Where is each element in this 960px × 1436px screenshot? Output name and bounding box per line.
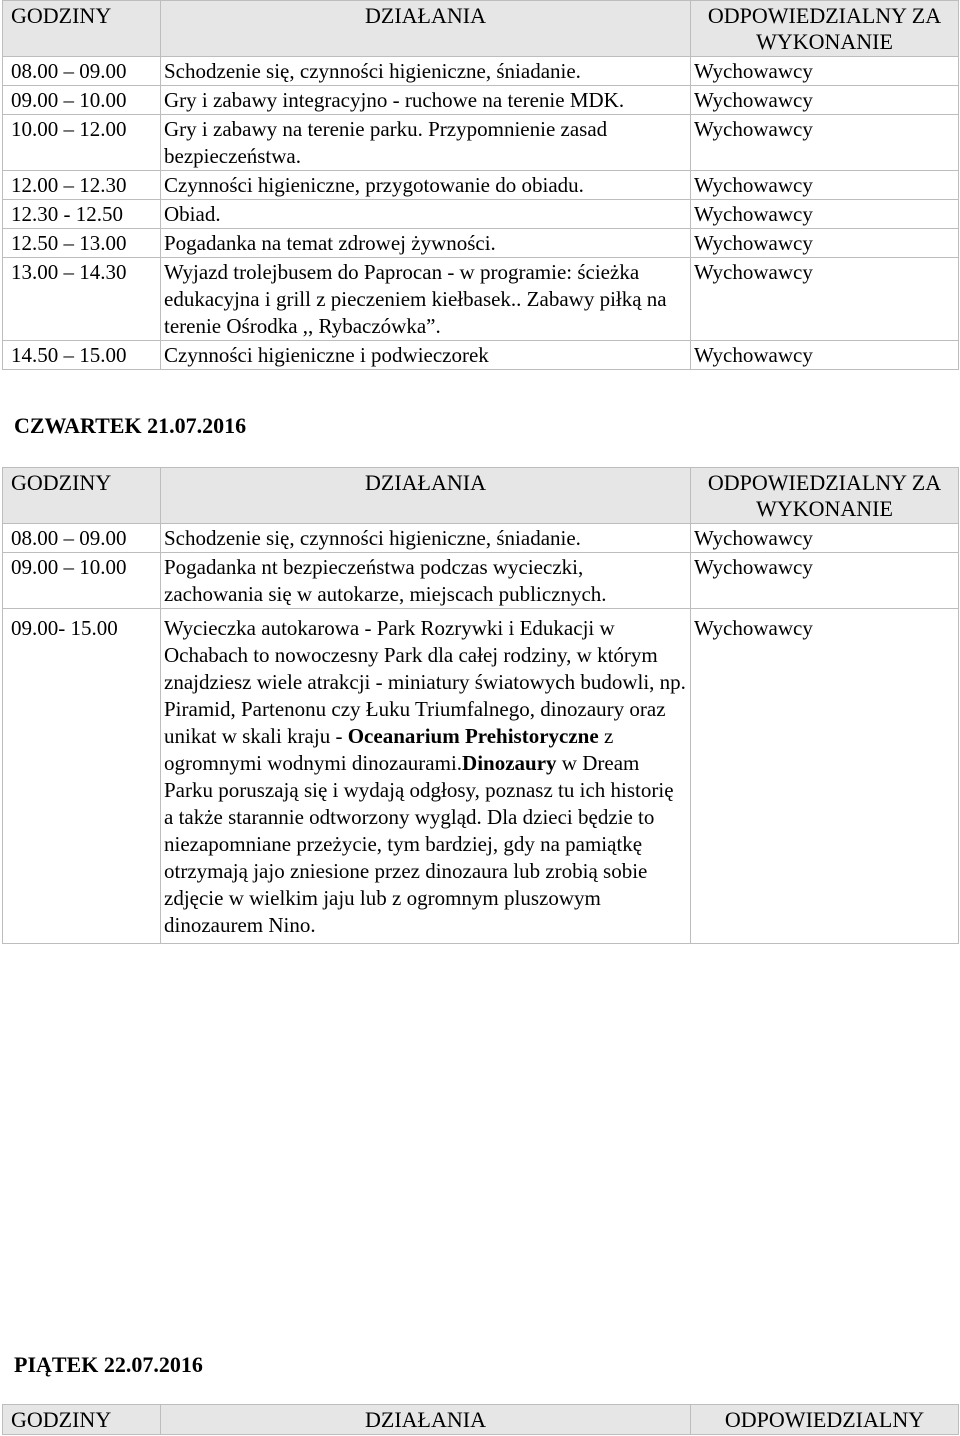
header-responsible: ODPOWIEDZIALNY ZA WYKONANIE <box>691 468 959 524</box>
trip-highlight-dinozaury: Dinozaury <box>462 751 557 775</box>
activity-cell: Wyjazd trolejbusem do Paprocan - w programie: ścieżka edukacyjna i grill z pieczeniem kiełbasek.. Zabawy piłką na terenie Ośrodka ,, Rybaczówka”. <box>161 258 691 341</box>
time-cell: 10.00 – 12.00 <box>3 115 161 171</box>
activity-cell: Pogadanka na temat zdrowej żywności. <box>161 229 691 258</box>
table-header-row <box>3 1 959 57</box>
trip-text-3: w Dream Parku poruszają się i wydają odgłosy, poznasz tu ich historię a także starannie odtworzony wygląd. Dla dzieci będzie to niezapomniane przeżycie, tym bardziej, gdy na pamiątkę otrzymają jajo zniesione przez dinozaura lub zrobią sobie zdjęcie w wielkim jaju lub z ogromnym pluszowym dinozaurem Nino. <box>164 751 674 937</box>
time-cell: 14.50 – 15.00 <box>3 341 161 370</box>
activity-cell: Schodzenie się, czynności higieniczne, śniadanie. <box>161 524 691 553</box>
table-row <box>3 609 959 944</box>
activity-cell: Schodzenie się, czynności higieniczne, śniadanie. <box>161 57 691 86</box>
table-row <box>3 553 959 609</box>
table-row <box>3 57 959 86</box>
trip-text-1: Wycieczka autokarowa - Park Rozrywki i Edukacji w Ochabach to nowoczesny Park dla całej rodziny, w którym znajdziesz wiele atrakcji - miniatury światowych budowli, np. Piramid, Partenonu czy Łuku Triumfalnego, dinozaury oraz unikat w skali kraju - <box>164 616 686 748</box>
header-activities: DZIAŁANIA <box>161 468 691 524</box>
responsible-cell: Wychowawcy <box>691 524 959 553</box>
time-cell: 12.50 – 13.00 <box>3 229 161 258</box>
header-hours: GODZINY <box>3 468 161 524</box>
time-cell: 12.00 – 12.30 <box>3 171 161 200</box>
table-row <box>3 229 959 258</box>
day-heading-friday: PIĄTEK 22.07.2016 <box>14 1352 203 1377</box>
schedule-table-day2 <box>2 467 959 944</box>
header-activities: DZIAŁANIA <box>161 1405 691 1435</box>
header-hours: GODZINY <box>3 1405 161 1435</box>
responsible-cell: Wychowawcy <box>691 258 959 341</box>
table-row <box>3 524 959 553</box>
activity-cell-trip <box>161 609 691 944</box>
table-row <box>3 200 959 229</box>
table-row <box>3 86 959 115</box>
responsible-cell: Wychowawcy <box>691 341 959 370</box>
time-cell: 09.00- 15.00 <box>3 609 161 944</box>
header-hours: GODZINY <box>3 1 161 57</box>
time-cell: 08.00 – 09.00 <box>3 57 161 86</box>
header-responsible: ODPOWIEDZIALNY <box>691 1405 959 1435</box>
schedule-table-day1 <box>2 0 959 370</box>
header-responsible: ODPOWIEDZIALNY ZA WYKONANIE <box>691 1 959 57</box>
time-cell: 12.30 - 12.50 <box>3 200 161 229</box>
time-cell: 09.00 – 10.00 <box>3 553 161 609</box>
activity-cell: Gry i zabawy integracyjno - ruchowe na terenie MDK. <box>161 86 691 115</box>
table-row <box>3 171 959 200</box>
table-row <box>3 258 959 341</box>
responsible-cell: Wychowawcy <box>691 171 959 200</box>
responsible-cell: Wychowawcy <box>691 57 959 86</box>
activity-cell: Pogadanka nt bezpieczeństwa podczas wycieczki, zachowania się w autokarze, miejscach publicznych. <box>161 553 691 609</box>
responsible-cell: Wychowawcy <box>691 200 959 229</box>
responsible-cell: Wychowawcy <box>691 115 959 171</box>
activity-cell: Czynności higieniczne i podwieczorek <box>161 341 691 370</box>
responsible-cell: Wychowawcy <box>691 86 959 115</box>
table-header-row <box>3 1405 959 1435</box>
activity-cell: Gry i zabawy na terenie parku. Przypomnienie zasad bezpieczeństwa. <box>161 115 691 171</box>
responsible-cell: Wychowawcy <box>691 609 959 944</box>
schedule-table-day3 <box>2 1404 959 1435</box>
table-header-row <box>3 468 959 524</box>
header-activities: DZIAŁANIA <box>161 1 691 57</box>
table-row <box>3 115 959 171</box>
time-cell: 09.00 – 10.00 <box>3 86 161 115</box>
day-heading-thursday: CZWARTEK 21.07.2016 <box>14 413 247 438</box>
activity-cell: Czynności higieniczne, przygotowanie do obiadu. <box>161 171 691 200</box>
time-cell: 08.00 – 09.00 <box>3 524 161 553</box>
trip-highlight-oceanarium: Oceanarium Prehistoryczne <box>347 724 599 748</box>
responsible-cell: Wychowawcy <box>691 553 959 609</box>
trip-text-2: z ogromnymi wodnymi dinozaurami. <box>164 724 614 775</box>
time-cell: 13.00 – 14.30 <box>3 258 161 341</box>
table-row <box>3 341 959 370</box>
activity-cell: Obiad. <box>161 200 691 229</box>
responsible-cell: Wychowawcy <box>691 229 959 258</box>
